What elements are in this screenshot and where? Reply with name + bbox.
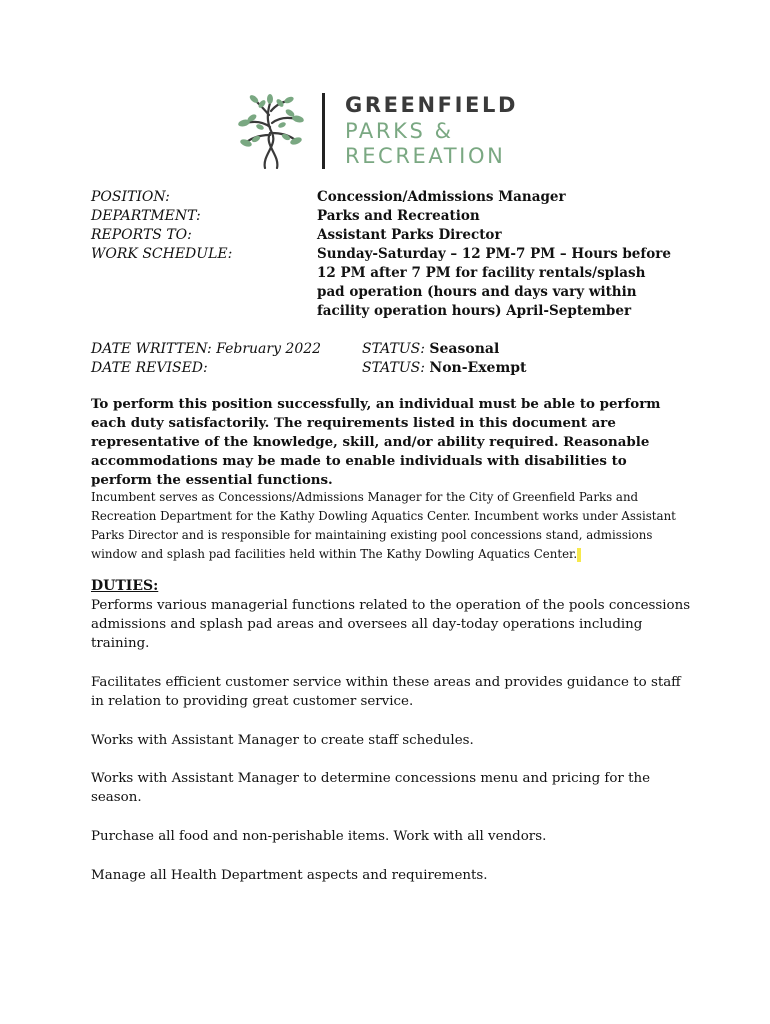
logo-divider: [322, 93, 325, 169]
date-written-row: [91, 340, 321, 359]
header-values: [317, 188, 677, 321]
work-schedule-value: Sunday-Saturday – 12 PM-7 PM – Hours before 12 PM after 7 PM for facility rentals/splash pad operation (hours and days vary within facility operation hours) April-September: [317, 246, 671, 319]
date-written-label: DATE WRITTEN:: [91, 341, 212, 357]
status-row-2: [362, 359, 527, 378]
tree-icon: [232, 93, 310, 169]
date-written-value: February 2022: [216, 341, 322, 357]
date-info: [91, 340, 321, 378]
work-schedule-label: WORK SCHEDULE:: [91, 246, 233, 262]
logo-line-1: GREENFIELD: [345, 93, 518, 117]
status-value-2: Non-Exempt: [429, 360, 527, 376]
status-value-1: Seasonal: [429, 341, 500, 357]
status-label-1: STATUS:: [362, 341, 425, 357]
reports-to-value: Assistant Parks Director: [317, 227, 502, 243]
duties-heading: DUTIES:: [91, 578, 159, 594]
department-value: Parks and Recreation: [317, 208, 480, 224]
date-revised-label: DATE REVISED:: [91, 360, 208, 376]
duty-item: Facilitates efficient customer service within these areas and provides guidance to staff in relation to providing great customer service.: [91, 675, 681, 709]
logo-line-2: PARKS &: [345, 119, 454, 143]
text-highlight-mark: [577, 548, 581, 562]
duty-item: Works with Assistant Manager to determine concessions menu and pricing for the season.: [91, 771, 651, 805]
position-label: POSITION:: [91, 189, 170, 205]
duty-item: Manage all Health Department aspects and requirements.: [91, 868, 488, 883]
summary-paragraph: [91, 488, 681, 564]
duty-item: Performs various managerial functions related to the operation of the pools concessions admissions and splash pad areas and oversees all day-today operations including training.: [91, 598, 691, 651]
reports-to-label: REPORTS TO:: [91, 227, 192, 243]
duty-item: Works with Assistant Manager to create staff schedules.: [91, 733, 474, 748]
organization-logo: [232, 93, 542, 169]
status-row-1: [362, 340, 527, 359]
intro-paragraph: To perform this position successfully, an individual must be able to perform each duty satisfactorily. The requirements listed in this document are representative of the knowledge, skill, and/or ability required. Reasonable accommodations may be made to enable individuals with disabilities to perform the essential functions.: [91, 396, 661, 488]
status-info: [362, 340, 527, 378]
duty-item: Purchase all food and non-perishable items. Work with all vendors.: [91, 829, 547, 844]
logo-line-3: RECREATION: [345, 144, 506, 168]
position-value: Concession/Admissions Manager: [317, 189, 566, 205]
header-labels: [91, 188, 232, 264]
department-label: DEPARTMENT:: [91, 208, 201, 224]
summary-text: Incumbent serves as Concessions/Admissions Manager for the City of Greenfield Parks and Recreation Department for the Kathy Dowling Aquatics Center. Incumbent works under Assistant Parks Director and is responsible for maintaining existing pool concessions stand, admissions window and splash pad facilities held within The Kathy Dowling Aquatics Center.: [91, 490, 676, 561]
status-label-2: STATUS:: [362, 360, 425, 376]
